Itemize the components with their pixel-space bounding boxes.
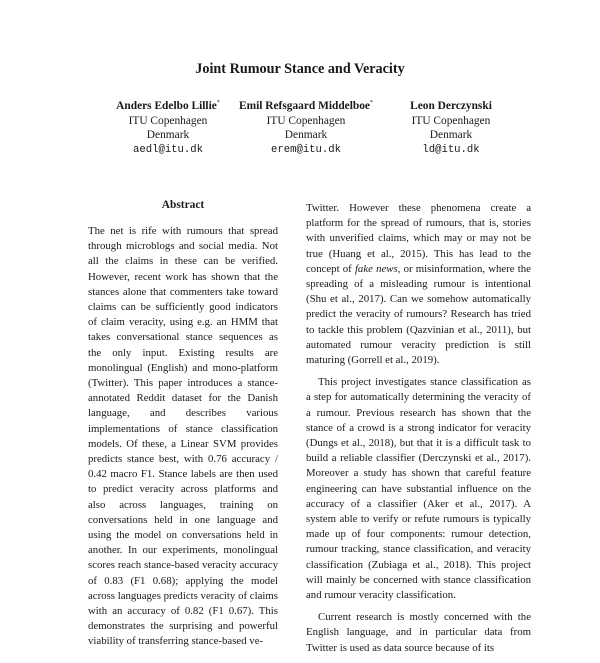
author-country: Denmark (284, 129, 328, 142)
abstract-text: The net is rife with rumours that spread through microblogs and social media. Not all the claims in these can be verified. However, recent work has shown that the stances alone that commenters take toward claims can be sufficiently good indicators of claim veracity, using e.g. an HMM that takes conversational stance sequences as the only input. Existing results are monolingual (English) and mono-platform (Twitter). This paper introduces a stance-annotated Reddit dataset for the Danish language, and describes various implementations of stance classification models. Of these, a Linear SVM provides predicts stance best, with 0.76 accuracy / 0.42 macro F1. Stance labels are then used to predict veracity across platforms and also across languages, training on conversations held in one language and using the model on conversations held in another. In our experiments, monolingual scores reach stance-based veracity accuracy of 0.83 (F1 0.68); applying the model across languages predicts veracity of claims with an accuracy of 0.82 (F1 0.67). This demonstrates the surprising and powerful viability of transferring stance-based ve- (88, 225, 278, 648)
author-footnote-mark: * (216, 100, 220, 106)
author-country: Denmark (429, 129, 473, 142)
author-name: Anders Edelbo Lillie (116, 100, 217, 112)
body-italic-term: fake news (354, 262, 398, 275)
body-text: , or misinformation, where the spreading of a misleading rumour is intentional (Shu et al., 2017). Can we somehow automatically predict the veracity of rumours? Research has tried to tackle this problem (Qazvinian et al., 2011), but automated rumour veracity prediction is still maturing (Gorrell et al., 2019). (306, 262, 531, 367)
author-affiliation: ITU Copenhagen (411, 114, 491, 127)
author-footnote-mark: * (370, 100, 373, 106)
body-paragraph: This project investigates stance classification as a step for automatically determining the veracity of a rumour. Previous research has shown that the stance of a crowd is a strong indicator for veracity (Dungs et al., 2018), but that it is a difficult task to build a reliable classifier (Derczynski et al., 2017). Moreover a study has shown that careful feature engineering can have substantial influence on the accuracy of a classifier (Aker et al., 2017). A system able to verify or refute rumours is typically made up of four components: rumour detection, rumour tracking, stance classification, and veracity classification (Zubiaga et al., 2018). This project will mainly be concerned with stance classification and rumour veracity classification. (306, 376, 531, 602)
author-email: ld@itu.dk (422, 143, 480, 156)
author-block (361, 99, 541, 157)
author-affiliation: ITU Copenhagen (128, 114, 208, 127)
body-paragraph: Current research is mostly concerned with the English language, and in particular data from Twitter is used as data source because of its (306, 611, 531, 654)
author-country: Denmark (146, 129, 190, 142)
abstract-heading: Abstract (161, 199, 205, 211)
abstract-column (88, 224, 278, 650)
author-name: Leon Derczynski (410, 100, 492, 112)
body-paragraph (306, 201, 531, 368)
author-name: Emil Refsgaard Middelboe (239, 100, 370, 112)
author-email: erem@itu.dk (271, 143, 341, 156)
body-column (306, 201, 531, 663)
paper-title: Joint Rumour Stance and Veracity (195, 61, 405, 77)
author-affiliation: ITU Copenhagen (266, 114, 346, 127)
body-text: Twitter. However these phenomena create a platform for the spread of rumours, that is, stories with unverified claims, which may or may not be true (Huang et al., 2015). This has lead to the concept of (306, 202, 531, 275)
author-email: aedl@itu.dk (133, 143, 203, 156)
